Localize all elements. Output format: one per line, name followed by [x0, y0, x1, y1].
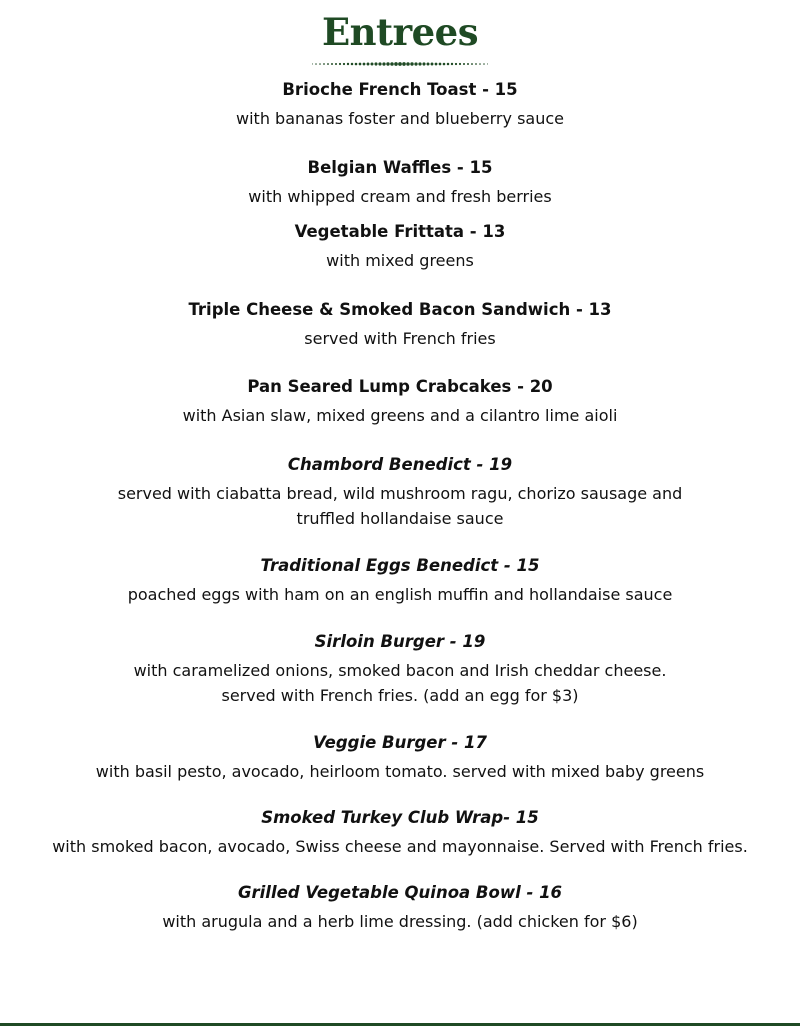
item-name: Vegetable Frittata - 13 — [294, 222, 506, 241]
menu-item-smoked-turkey-club-wrap — [0, 808, 800, 859]
item-name: Chambord Benedict - 19 — [287, 455, 513, 474]
footer-rule — [0, 1023, 800, 1026]
item-description: with Asian slaw, mixed greens and a cilantro lime aioli — [182, 406, 618, 425]
item-description: with caramelized onions, smoked bacon and Irish cheddar cheese. — [133, 661, 667, 680]
menu-item-brioche-french-toast — [0, 80, 800, 131]
item-description-line-2: truffled hollandaise sauce — [296, 509, 504, 528]
item-description: served with ciabatta bread, wild mushroom ragu, chorizo sausage and — [117, 484, 683, 503]
item-description: with arugula and a herb lime dressing. (add chicken for $6) — [162, 912, 638, 931]
menu-item-belgian-waffles — [0, 158, 800, 209]
item-name: Smoked Turkey Club Wrap- 15 — [261, 808, 539, 827]
item-name: Sirloin Burger - 19 — [314, 632, 486, 651]
item-name: Brioche French Toast - 15 — [282, 80, 518, 99]
menu-item-traditional-eggs-benedict — [0, 556, 800, 607]
item-name: Triple Cheese & Smoked Bacon Sandwich - 13 — [188, 300, 612, 319]
menu-item-triple-cheese-bacon-sandwich — [0, 300, 800, 351]
item-name: Pan Seared Lump Crabcakes - 20 — [247, 377, 553, 396]
item-description: poached eggs with ham on an english muffin and hollandaise sauce — [127, 585, 673, 604]
menu-title: Entrees — [321, 10, 479, 54]
item-description: with bananas foster and blueberry sauce — [236, 109, 564, 128]
menu-item-chambord-benedict — [0, 455, 800, 531]
menu-item-vegetable-frittata — [0, 222, 800, 273]
item-description: with whipped cream and fresh berries — [248, 187, 552, 206]
menu-item-veggie-burger — [0, 733, 800, 784]
item-name: Traditional Eggs Benedict - 15 — [260, 556, 540, 575]
item-description: with mixed greens — [326, 251, 474, 270]
menu-item-sirloin-burger — [0, 632, 800, 708]
menu-item-crabcakes — [0, 377, 800, 428]
item-description: with smoked bacon, avocado, Swiss cheese and mayonnaise. Served with French fries. — [52, 837, 748, 856]
item-description: with basil pesto, avocado, heirloom tomato. served with mixed baby greens — [95, 762, 705, 781]
item-name: Veggie Burger - 17 — [313, 733, 487, 752]
menu-item-quinoa-bowl — [0, 883, 800, 934]
item-name: Belgian Waffles - 15 — [307, 158, 493, 177]
item-description: served with French fries — [304, 329, 496, 348]
item-name: Grilled Vegetable Quinoa Bowl - 16 — [237, 883, 563, 902]
item-description-line-2: served with French fries. (add an egg for $3) — [221, 686, 579, 705]
dotted-divider — [312, 60, 488, 68]
